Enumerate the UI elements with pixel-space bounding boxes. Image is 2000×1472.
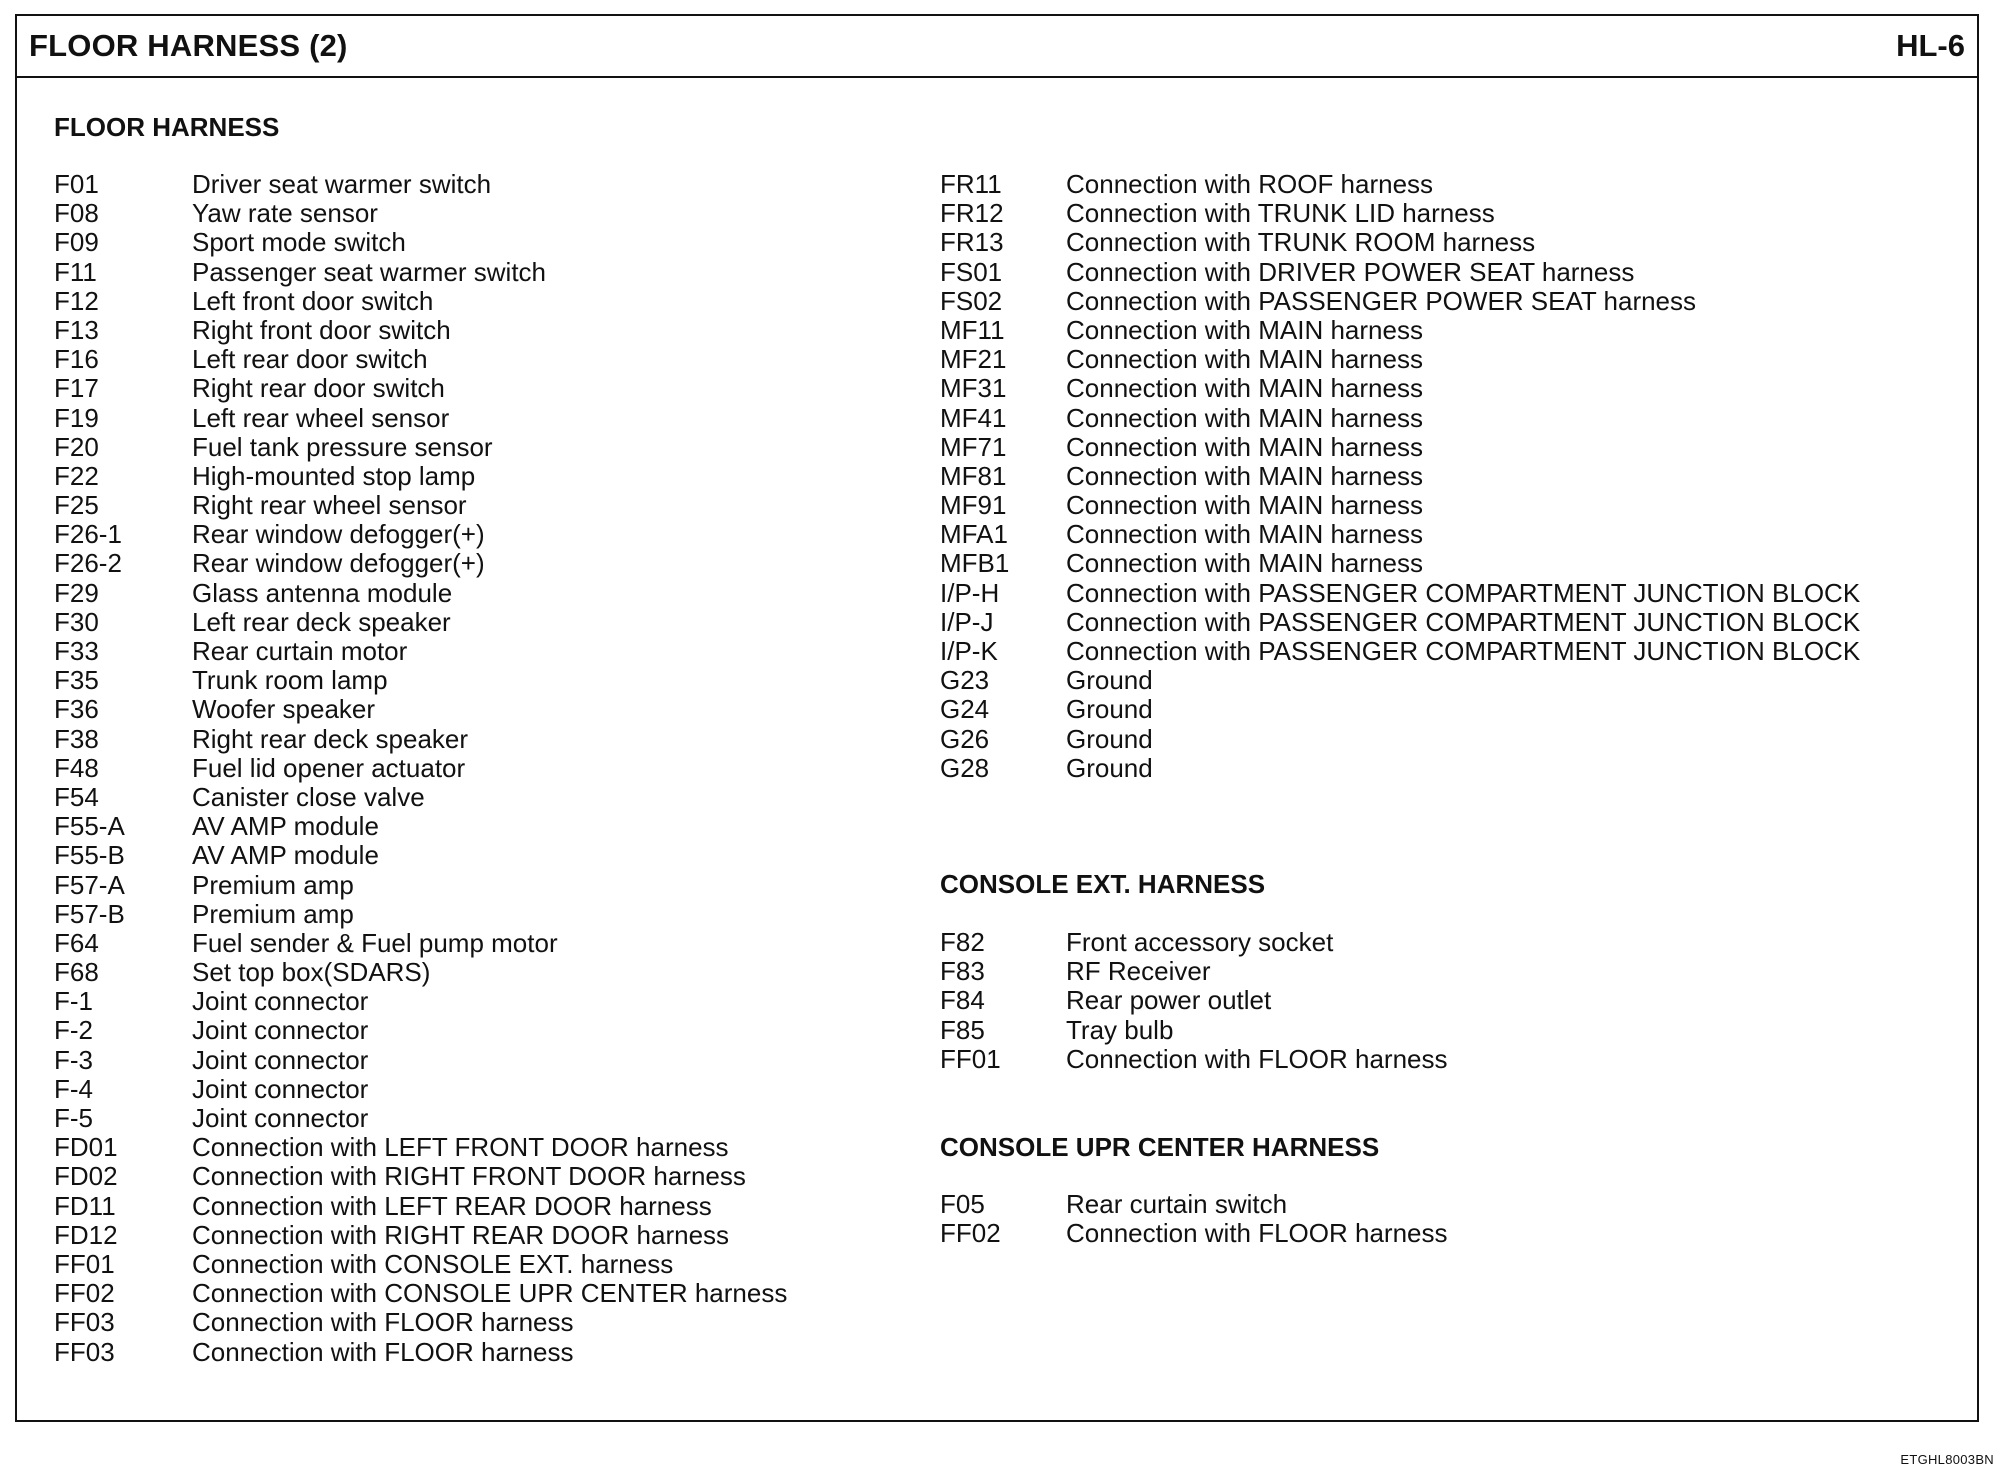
connector-code: FF02 — [940, 1218, 1001, 1249]
connector-code: F85 — [940, 1014, 985, 1045]
connector-description: Rear power outlet — [1066, 985, 1272, 1016]
connector-code: F25 — [54, 490, 99, 521]
floor-harness-heading: FLOOR HARNESS — [54, 112, 280, 142]
connector-description: Connection with FLOOR harness — [1066, 1218, 1448, 1249]
connector-description: Connection with LEFT FRONT DOOR harness — [192, 1132, 729, 1163]
connector-code: FF02 — [54, 1278, 115, 1309]
connector-description: Connection with PASSENGER COMPARTMENT JUNCTION BLOCK — [1066, 636, 1861, 666]
connector-code: F22 — [54, 460, 99, 491]
connector-description: Connection with LEFT REAR DOOR harness — [192, 1190, 712, 1221]
connector-description: Connection with MAIN harness — [1066, 373, 1423, 404]
connector-description: Right rear wheel sensor — [192, 490, 467, 521]
connector-description: Ground — [1066, 752, 1153, 783]
connector-description: Connection with CONSOLE EXT. harness — [192, 1248, 674, 1279]
connector-description: Connection with PASSENGER POWER SEAT harness — [1066, 285, 1697, 316]
connector-description: Front accessory socket — [1066, 927, 1334, 957]
connector-code: F35 — [54, 665, 99, 696]
connector-code: F55-A — [54, 811, 125, 842]
connector-description: Connection with TRUNK ROOM harness — [1066, 227, 1536, 258]
connector-code: F48 — [54, 752, 99, 783]
connector-description: Joint connector — [192, 1073, 369, 1104]
connector-description: RF Receiver — [1066, 956, 1211, 987]
connector-code: F38 — [54, 723, 99, 754]
connector-description: Left front door switch — [192, 285, 434, 316]
connector-description: High-mounted stop lamp — [192, 460, 476, 491]
connector-code: F-4 — [54, 1073, 93, 1104]
connector-description: Connection with RIGHT REAR DOOR harness — [192, 1219, 730, 1250]
connector-code: I/P-J — [940, 606, 994, 637]
connector-code: F13 — [54, 314, 99, 345]
connector-description: Connection with PASSENGER COMPARTMENT JUNCTION BLOCK — [1066, 606, 1861, 637]
connector-description: Left rear door switch — [192, 344, 428, 375]
page-code: HL-6 — [1896, 28, 1965, 63]
connector-code: F30 — [54, 606, 99, 637]
connector-description: Left rear wheel sensor — [192, 402, 450, 433]
connector-description: Connection with DRIVER POWER SEAT harness — [1066, 256, 1635, 287]
connector-code: F01 — [54, 169, 99, 199]
connector-description: Connection with CONSOLE UPR CENTER harness — [192, 1278, 788, 1309]
connector-description: Sport mode switch — [192, 227, 406, 258]
connector-code: I/P-K — [940, 636, 998, 666]
connector-description: Right rear door switch — [192, 373, 445, 404]
connector-description: Glass antenna module — [192, 577, 453, 608]
connector-description: Yaw rate sensor — [192, 198, 378, 229]
connector-description: Rear curtain motor — [192, 636, 408, 666]
connector-code: G23 — [940, 665, 990, 696]
connector-description: Connection with FLOOR harness — [192, 1336, 574, 1367]
connector-description: Joint connector — [192, 1044, 369, 1075]
connector-code: FR11 — [940, 169, 1002, 199]
connector-description: Joint connector — [192, 986, 369, 1017]
connector-code: FD12 — [54, 1219, 118, 1250]
connector-description: Connection with MAIN harness — [1066, 314, 1423, 345]
connector-description: Connection with MAIN harness — [1066, 548, 1423, 579]
connector-code: F55-B — [54, 840, 125, 871]
connector-description: Connection with MAIN harness — [1066, 344, 1423, 375]
connector-description: Connection with FLOOR harness — [192, 1307, 574, 1338]
connector-code: F84 — [940, 985, 985, 1016]
connector-description: Fuel tank pressure sensor — [192, 431, 493, 462]
connector-description: Rear curtain switch — [1066, 1189, 1288, 1219]
connector-code: F16 — [54, 344, 99, 375]
connector-description: Connection with TRUNK LID harness — [1066, 198, 1495, 229]
connector-code: F17 — [54, 373, 99, 404]
console-upr-center-harness-heading: CONSOLE UPR CENTER HARNESS — [940, 1132, 1380, 1162]
connector-description: AV AMP module — [192, 840, 379, 871]
connector-code: MF31 — [940, 373, 1007, 404]
connector-code: FF01 — [940, 1043, 1001, 1074]
connector-code: FS02 — [940, 285, 1003, 316]
connector-description: Connection with MAIN harness — [1066, 490, 1423, 521]
connector-description: Premium amp — [192, 898, 354, 929]
connector-code: F12 — [54, 285, 99, 316]
connector-code: F36 — [54, 694, 99, 725]
connector-description: Left rear deck speaker — [192, 606, 451, 637]
connector-code: MF91 — [940, 490, 1007, 521]
connector-description: Connection with ROOF harness — [1066, 169, 1434, 199]
connector-description: Connection with MAIN harness — [1066, 431, 1423, 462]
connector-code: MFA1 — [940, 519, 1008, 550]
connector-code: F29 — [54, 577, 99, 608]
connector-code: MF71 — [940, 431, 1007, 462]
connector-code: F08 — [54, 198, 99, 229]
connector-description: Fuel lid opener actuator — [192, 752, 466, 783]
connector-code: FS01 — [940, 256, 1003, 287]
connector-description: Canister close valve — [192, 781, 425, 812]
connector-description: Connection with MAIN harness — [1066, 460, 1423, 491]
connector-code: MF21 — [940, 344, 1007, 375]
connector-description: Rear window defogger(+) — [192, 519, 485, 550]
connector-code: F68 — [54, 957, 99, 988]
connector-code: F54 — [54, 781, 99, 812]
connector-code: F11 — [54, 256, 97, 287]
connector-description: Connection with MAIN harness — [1066, 402, 1423, 433]
connector-description: Joint connector — [192, 1103, 369, 1133]
connector-description: Trunk room lamp — [192, 665, 388, 696]
connector-description: Rear window defogger(+) — [192, 548, 485, 579]
page-title: FLOOR HARNESS (2) — [29, 28, 348, 63]
connector-code: F-5 — [54, 1103, 93, 1133]
connector-description: Connection with MAIN harness — [1066, 519, 1423, 550]
page-header — [17, 16, 1977, 78]
connector-description: Driver seat warmer switch — [192, 169, 492, 199]
connector-description: Fuel sender & Fuel pump motor — [192, 927, 558, 958]
connector-code: FR13 — [940, 227, 1004, 258]
connector-code: F-3 — [54, 1044, 93, 1075]
connector-description: Premium amp — [192, 869, 354, 900]
connector-code: F82 — [940, 927, 985, 957]
connector-description: Joint connector — [192, 1015, 369, 1046]
connector-code: F57-A — [54, 869, 125, 900]
connector-description: Tray bulb — [1066, 1014, 1174, 1045]
connector-code: MF11 — [940, 314, 1005, 345]
console-ext-harness-heading: CONSOLE EXT. HARNESS — [940, 869, 1266, 899]
connector-code: FR12 — [940, 198, 1004, 229]
connector-description: Ground — [1066, 665, 1153, 696]
connector-code: F83 — [940, 956, 985, 987]
connector-description: Set top box(SDARS) — [192, 957, 431, 988]
connector-code: MF41 — [940, 402, 1007, 433]
connector-code: F33 — [54, 636, 99, 666]
connector-code: F20 — [54, 431, 99, 462]
connector-code: F26-2 — [54, 548, 122, 579]
connector-code: F26-1 — [54, 519, 122, 550]
connector-code: G28 — [940, 752, 990, 783]
image-id: ETGHL8003BN — [1900, 1452, 1994, 1467]
connector-code: FF01 — [54, 1248, 115, 1279]
connector-code: F-1 — [54, 986, 93, 1017]
connector-code: FF03 — [54, 1307, 115, 1338]
connector-description: AV AMP module — [192, 811, 379, 842]
connector-code: F19 — [54, 402, 99, 433]
connector-code: FD11 — [54, 1190, 116, 1221]
connector-code: F64 — [54, 927, 99, 958]
connector-description: Connection with FLOOR harness — [1066, 1043, 1448, 1074]
connector-code: MFB1 — [940, 548, 1010, 579]
connector-code: F57-B — [54, 898, 125, 929]
connector-code: G26 — [940, 723, 990, 754]
connector-description: Woofer speaker — [192, 694, 376, 725]
connector-description: Ground — [1066, 694, 1153, 725]
connector-code: FF03 — [54, 1336, 115, 1367]
connector-description: Ground — [1066, 723, 1153, 754]
connector-code: I/P-H — [940, 577, 1000, 608]
connector-code: FD02 — [54, 1161, 118, 1192]
connector-code: FD01 — [54, 1132, 118, 1163]
connector-description: Connection with PASSENGER COMPARTMENT JUNCTION BLOCK — [1066, 577, 1861, 608]
connector-code: F-2 — [54, 1015, 93, 1046]
connector-description: Right rear deck speaker — [192, 723, 469, 754]
connector-code: MF81 — [940, 460, 1007, 491]
connector-description: Right front door switch — [192, 314, 451, 345]
connector-code: F09 — [54, 227, 99, 258]
connector-code: F05 — [940, 1189, 985, 1219]
connector-code: G24 — [940, 694, 990, 725]
connector-description: Passenger seat warmer switch — [192, 256, 547, 287]
connector-description: Connection with RIGHT FRONT DOOR harness — [192, 1161, 746, 1192]
